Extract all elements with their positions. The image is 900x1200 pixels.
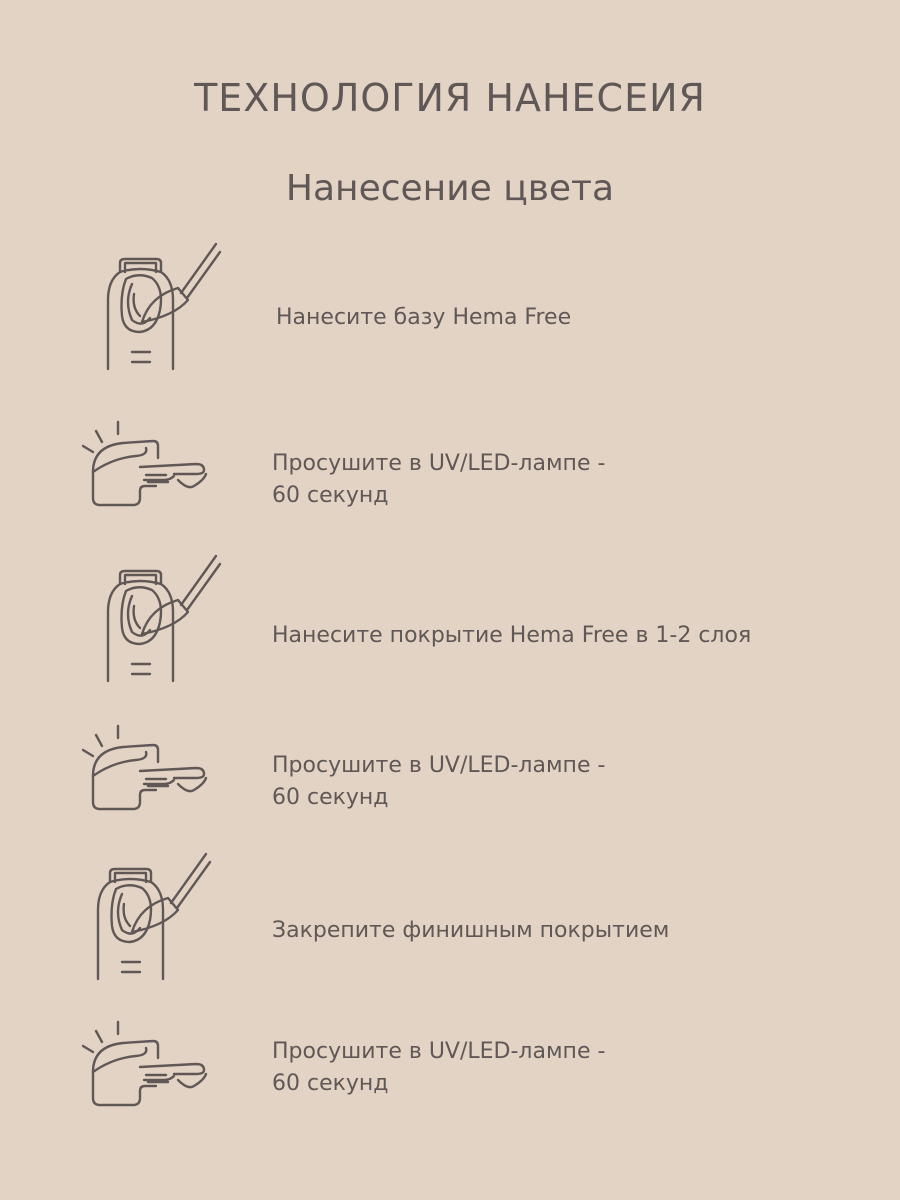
uv-lamp-icon: [78, 722, 218, 822]
step-apply-color: [0, 544, 900, 689]
step-apply-base: [0, 232, 900, 377]
step-cure-1: [0, 418, 900, 518]
step-text: Закрепите финишным покрытием: [272, 918, 670, 943]
nail-brush-icon: [78, 842, 238, 987]
page-title: ТЕХНОЛОГИЯ НАНЕСЕИЯ: [194, 76, 706, 120]
step-text: Просушите в UV/LED-лампе - 60 секунд: [272, 753, 606, 810]
step-cure-2: [0, 722, 900, 822]
step-text: Просушите в UV/LED-лампе - 60 секунд: [272, 1039, 606, 1096]
step-text: Просушите в UV/LED-лампе - 60 секунд: [272, 451, 606, 508]
uv-lamp-icon: [78, 418, 218, 518]
section-subtitle: Нанесение цвета: [285, 168, 615, 209]
step-top-coat: [0, 842, 900, 987]
step-text: Нанесите базу Hema Free: [276, 305, 572, 330]
nail-brush-icon: [78, 544, 238, 689]
nail-brush-icon: [78, 232, 238, 377]
uv-lamp-icon: [78, 1018, 218, 1118]
step-text: Нанесите покрытие Hema Free в 1-2 слоя: [272, 623, 752, 648]
step-cure-3: [0, 1018, 900, 1118]
